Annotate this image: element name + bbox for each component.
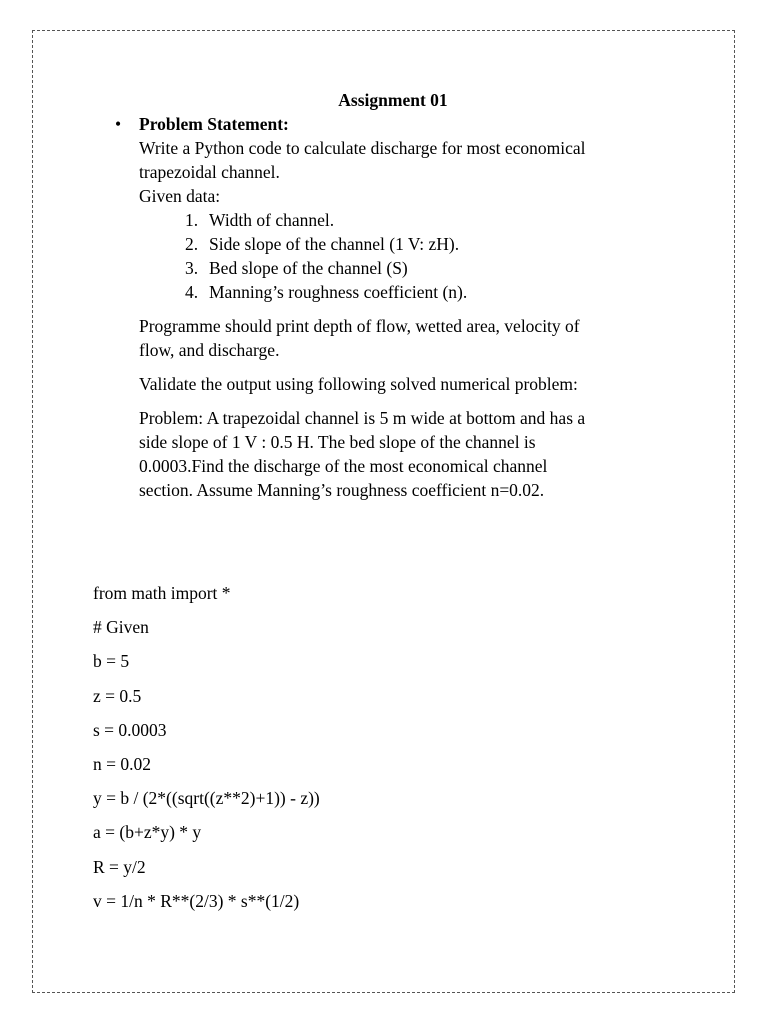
bullet-icon: • [115,114,122,134]
code-line: b = 5 [93,651,130,672]
list-item [139,208,699,232]
list-item [139,280,699,304]
code-line: n = 0.02 [93,753,151,774]
document-title: Assignment 01 [338,90,448,110]
code-line: z = 0.5 [93,685,142,706]
list-item-text: Width of channel. [209,210,335,230]
list-item [139,256,699,280]
code-line: # Given [93,617,149,638]
programme-line-1: Programme should print depth of flow, wetted area, velocity of [139,316,580,336]
list-item-text: Manning’s roughness coefficient (n). [209,282,468,302]
problem-line: section. Assume Manning’s roughness coefficient n=0.02. [139,480,545,500]
code-line: y = b / (2*((sqrt((z**2)+1)) - z)) [93,788,320,809]
code-line: v = 1/n * R**(2/3) * s**(1/2) [93,890,300,911]
numerical-problem-paragraph [139,406,699,502]
list-item-number: 3. [185,258,199,278]
problem-statement-heading: Problem Statement: [139,114,289,134]
code-line: R = y/2 [93,856,146,877]
problem-line: 0.0003.Find the discharge of the most economical channel [139,456,548,476]
validate-paragraph: Validate the output using following solved numerical problem: [139,374,578,394]
list-item-number: 4. [185,282,199,302]
intro-line-1: Write a Python code to calculate discharge for most economical [139,138,586,158]
list-item-number: 2. [185,234,199,254]
code-line: s = 0.0003 [93,719,167,740]
code-line: a = (b+z*y) * y [93,822,202,843]
list-item-number: 1. [185,210,199,230]
list-item-text: Side slope of the channel (1 V: zH). [209,234,460,254]
intro-line-2: trapezoidal channel. [139,162,280,182]
list-item [139,232,699,256]
problem-statement-section [115,112,699,502]
programme-paragraph [139,314,699,362]
problem-line: Problem: A trapezoidal channel is 5 m wide at bottom and has a [139,408,586,428]
given-data-label: Given data: [139,186,221,206]
code-block [93,581,693,923]
code-line: from math import * [93,583,231,603]
given-data-list [139,208,699,304]
programme-line-2: flow, and discharge. [139,340,280,360]
list-item-text: Bed slope of the channel (S) [209,258,408,278]
problem-line: side slope of 1 V : 0.5 H. The bed slope of the channel is [139,432,536,452]
